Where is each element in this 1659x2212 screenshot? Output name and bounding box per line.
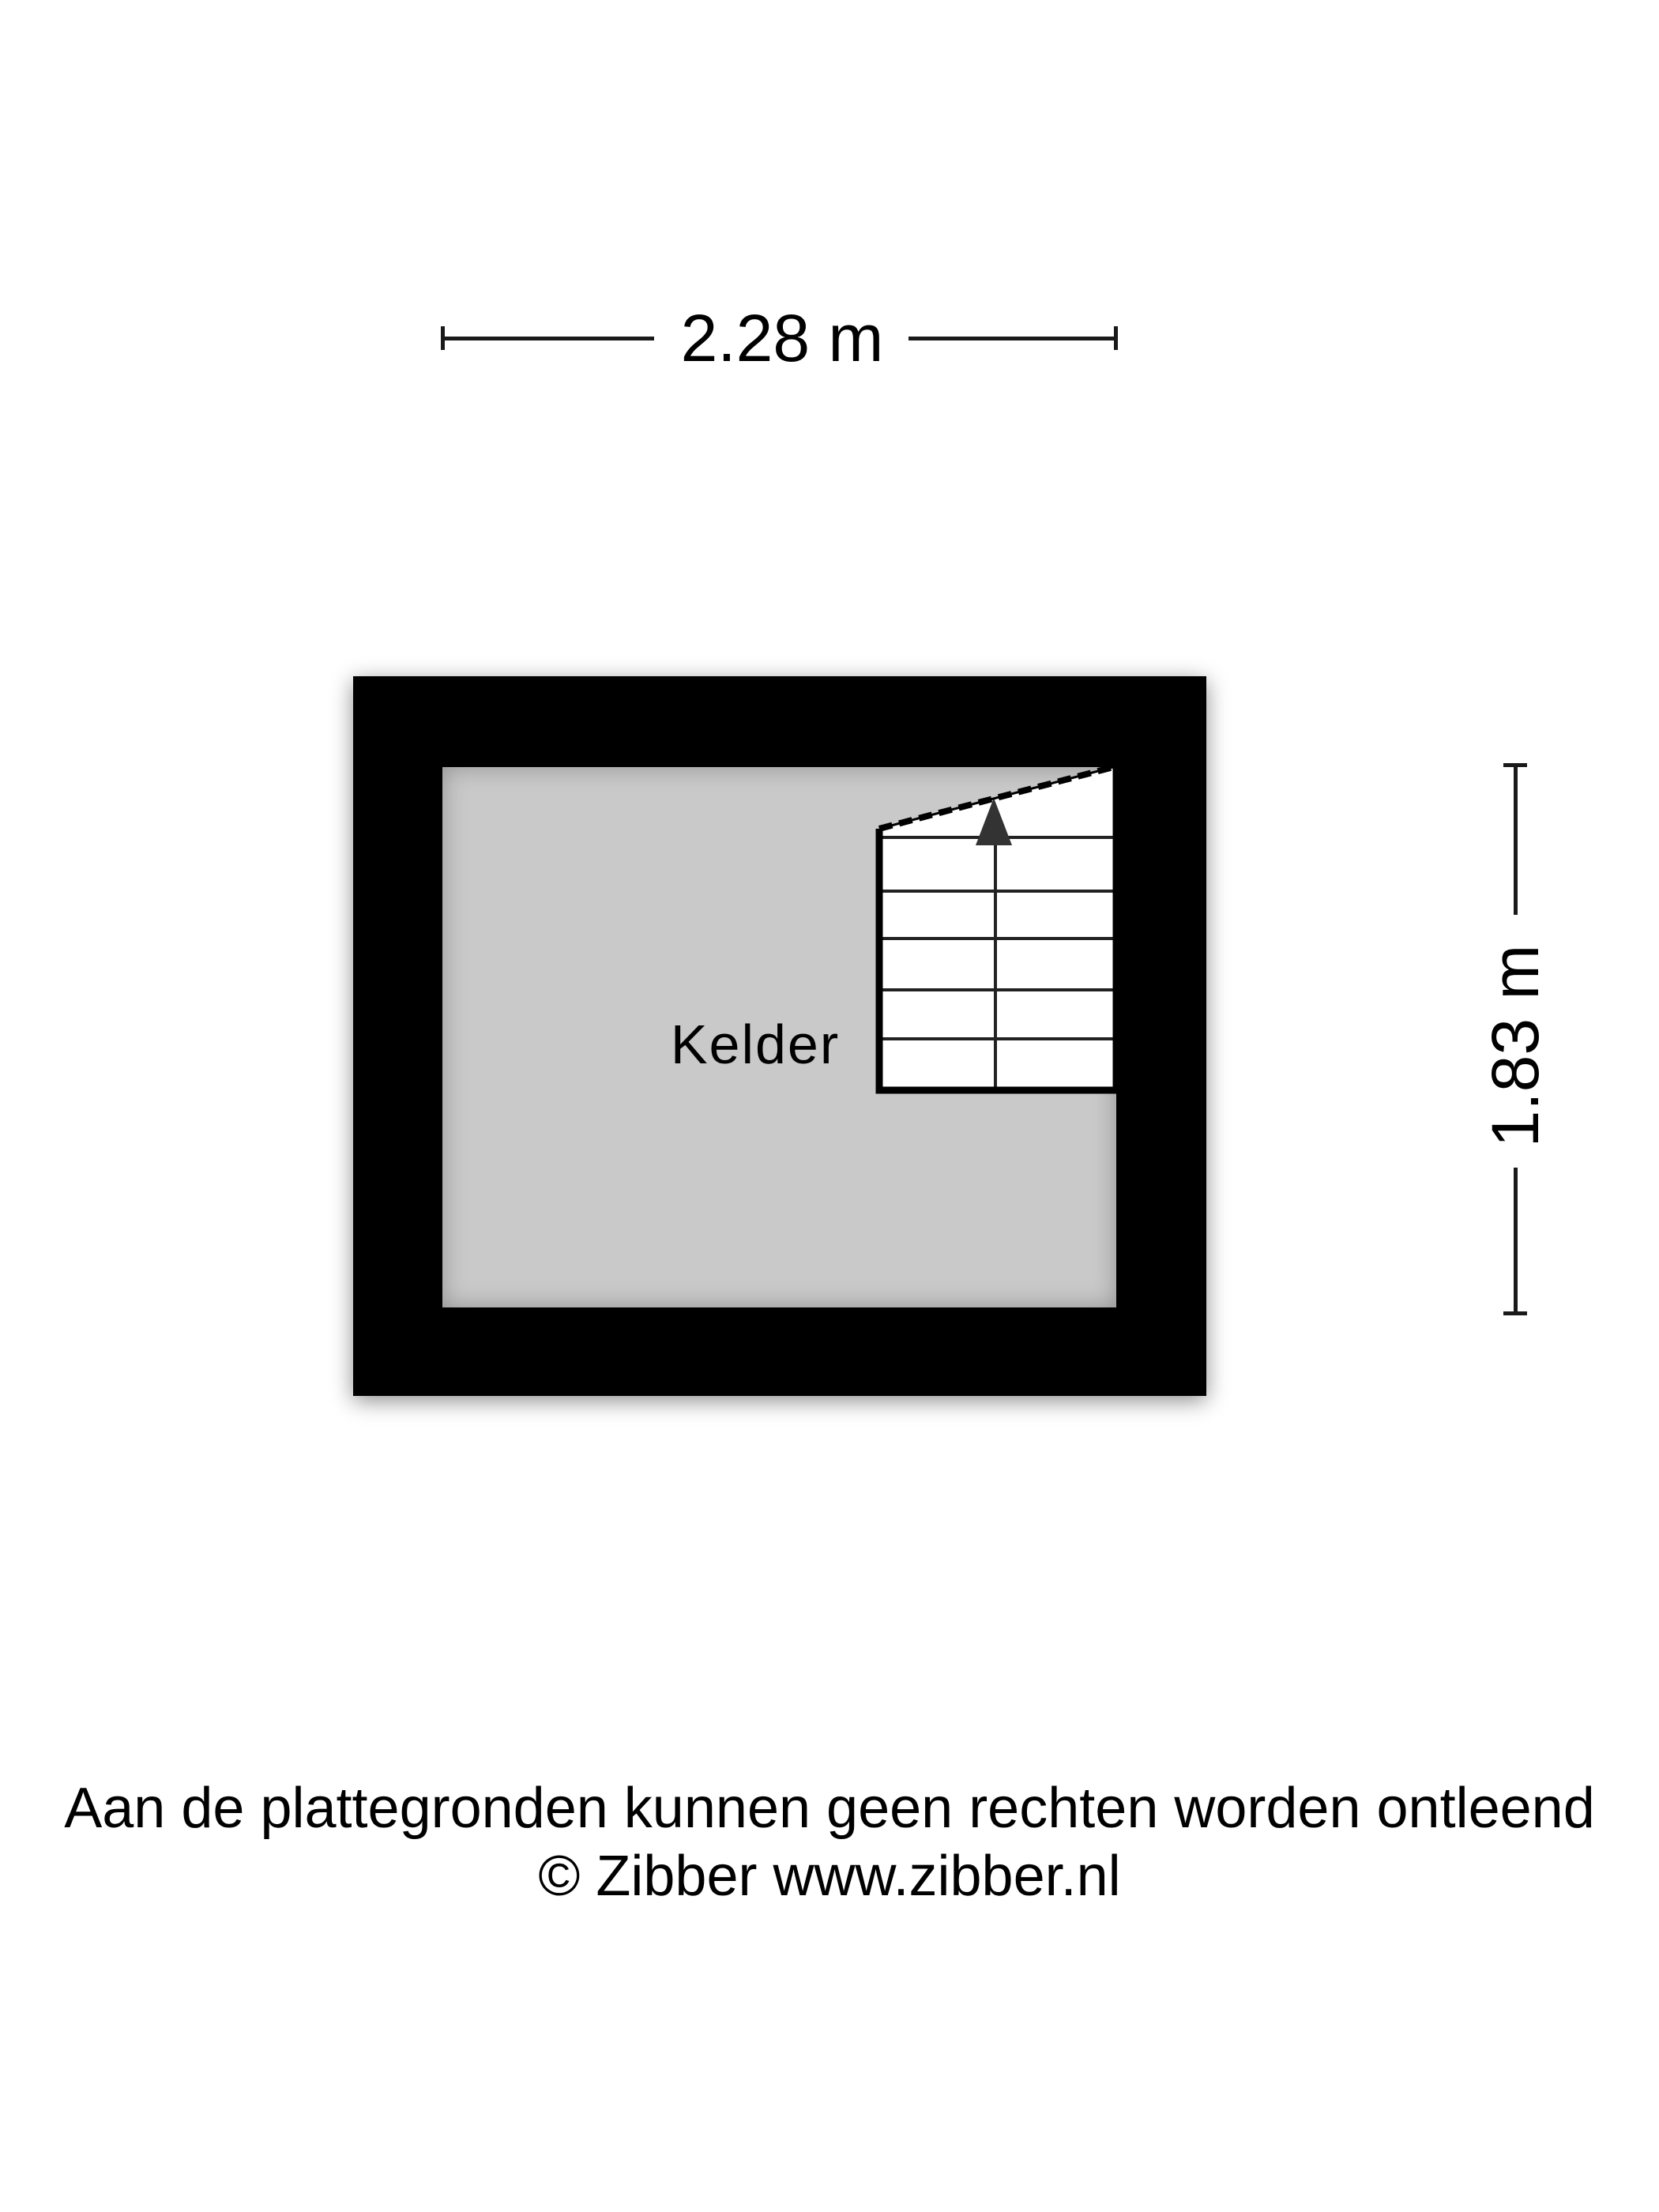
basement-plan — [353, 676, 1206, 1396]
room-name-label: Kelder — [670, 1014, 841, 1075]
width-dimension-label: 2.28 m — [680, 301, 884, 375]
height-dimension-line-bottom — [1514, 1168, 1518, 1313]
width-dimension-line-left — [442, 337, 654, 340]
staircase — [873, 758, 1126, 1098]
height-dimension-label: 1.83 m — [1478, 944, 1552, 1148]
width-dimension-tick-right — [1114, 326, 1118, 350]
height-dimension-line-top — [1514, 765, 1518, 915]
width-dimension-line-right — [908, 337, 1116, 340]
copyright-text: © Zibber www.zibber.nl — [538, 1845, 1121, 1908]
height-dimension-tick-bottom — [1503, 1311, 1527, 1315]
disclaimer-text: Aan de plattegronden kunnen geen rechten worden ontleend — [64, 1777, 1595, 1840]
